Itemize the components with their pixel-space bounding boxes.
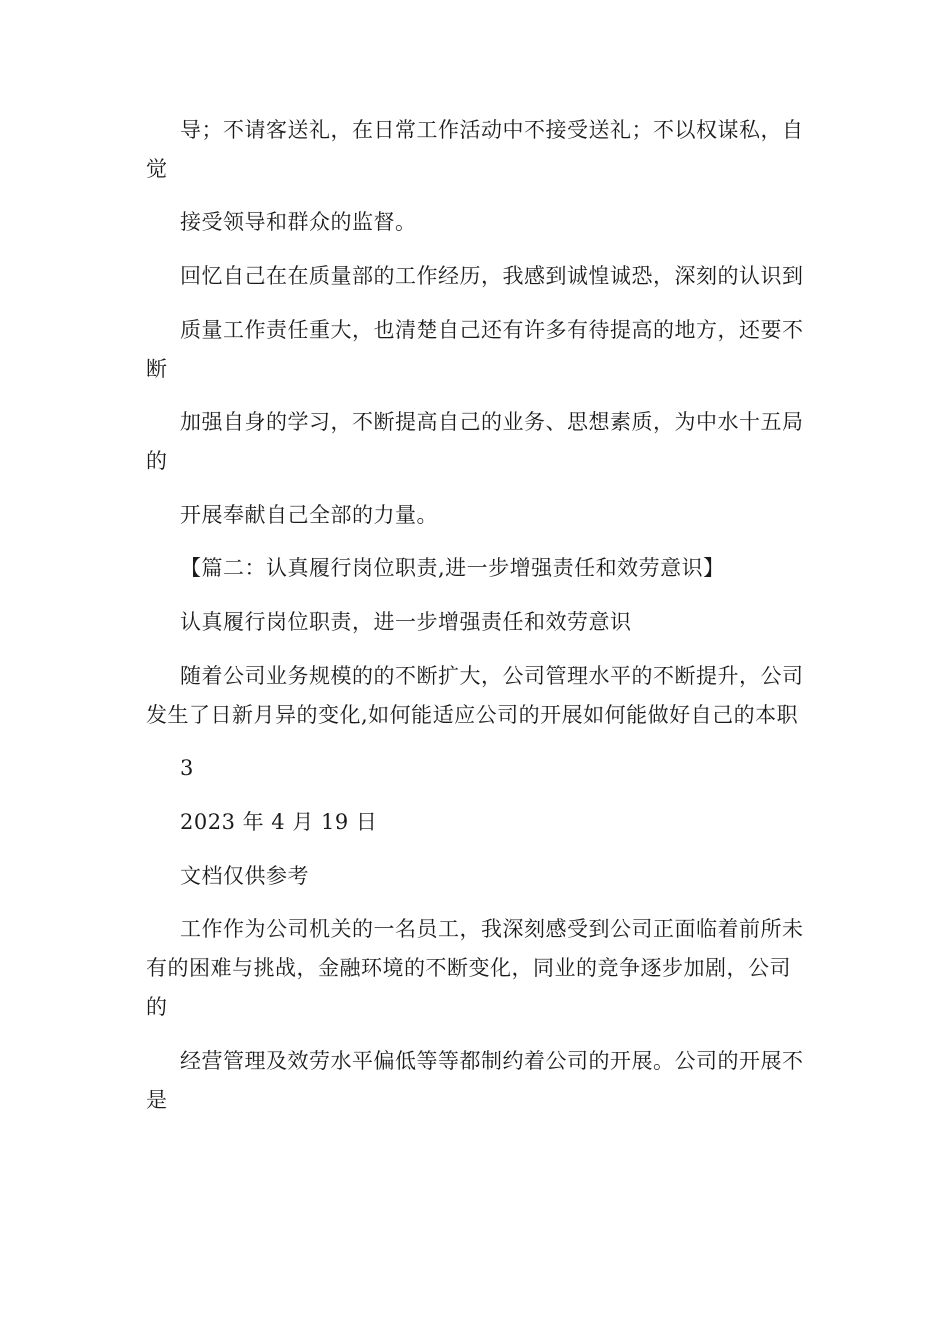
text-line: 有的困难与挑战，金融环境的不断变化，同业的竞争逐步加剧，公司	[146, 956, 791, 980]
text-line: 加强自身的学习，不断提高自己的业务、思想素质，为中水十五局	[180, 410, 804, 434]
reference-note: 文档仅供参考	[180, 864, 309, 888]
text-line: 是	[146, 1088, 168, 1112]
text-line: 发生了日新月异的变化,如何能适应公司的开展如何能做好自己的本职	[146, 703, 799, 727]
section-title: 认真履行岗位职责，进一步增强责任和效劳意识	[180, 610, 632, 634]
text-line: 断	[146, 357, 168, 381]
text-line: 导；不请客送礼，在日常工作活动中不接受送礼；不以权谋私，自	[180, 118, 804, 142]
section-heading: 【篇二：认真履行岗位职责,进一步增强责任和效劳意识】	[180, 556, 725, 580]
text-line: 的	[146, 449, 168, 473]
text-line: 工作作为公司机关的一名员工，我深刻感受到公司正面临着前所未	[180, 917, 804, 941]
text-line: 开展奉献自己全部的力量。	[180, 503, 438, 527]
text-line: 觉	[146, 157, 168, 181]
page-number: 3	[180, 756, 194, 780]
text-line: 随着公司业务规模的的不断扩大，公司管理水平的不断提升，公司	[180, 664, 804, 688]
text-line: 质量工作责任重大，也清楚自己还有许多有待提高的地方，还要不	[180, 318, 804, 342]
text-line: 回忆自己在在质量部的工作经历，我感到诚惶诚恐，深刻的认识到	[180, 264, 804, 288]
text-line: 的	[146, 995, 168, 1019]
date-line: 2023 年 4 月 19 日	[180, 810, 378, 834]
text-line: 经营管理及效劳水平偏低等等都制约着公司的开展。公司的开展不	[180, 1049, 804, 1073]
text-line: 接受领导和群众的监督。	[180, 210, 417, 234]
